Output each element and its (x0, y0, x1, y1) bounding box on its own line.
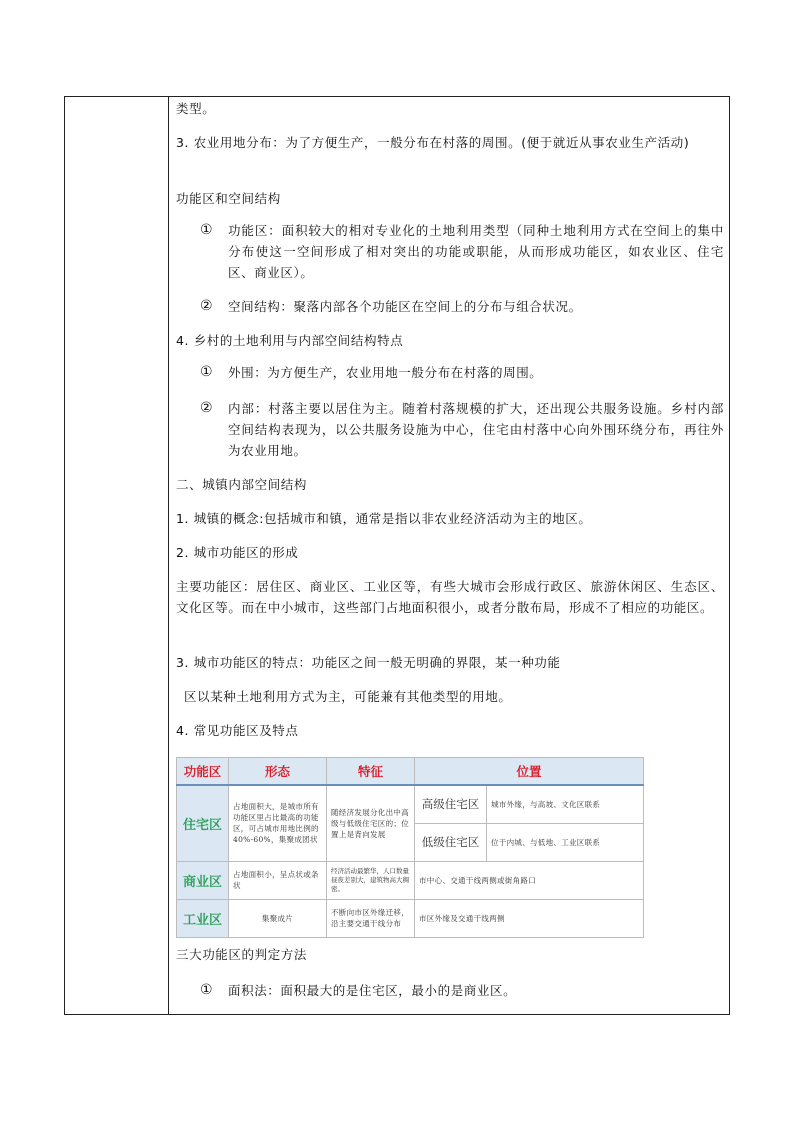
cell-low-residential-name: 低级住宅区 (415, 823, 487, 861)
circled-two-marker: ② (200, 298, 214, 314)
table-row-residential-high (177, 785, 644, 823)
list-item-text: 功能区：面积较大的相对专业化的土地利用类型（同种土地利用方式在空间上的集中分布使这一空间形成了相对突出的功能或职能，从而形成功能区，如农业区、住宅区、商业区）。 (228, 223, 724, 280)
cell-industrial-pos: 市区外缘及交通干线两侧 (415, 899, 644, 937)
list-item-periphery (200, 362, 724, 383)
function-zone-table-image (176, 757, 643, 932)
table-row-industrial (177, 899, 644, 937)
cell-high-residential-name: 高级住宅区 (415, 785, 487, 823)
circled-one-marker: ① (200, 222, 214, 238)
header-position: 位置 (415, 758, 644, 786)
list-item-function-zone (200, 220, 724, 283)
cell-commercial-feature: 经济活动最繁华，人口数量昼夜差别大，建筑物高大稠密。 (327, 861, 415, 899)
cell-commercial-pos: 市中心、交通干线两侧或街角路口 (415, 861, 644, 899)
circled-two-marker: ② (200, 400, 214, 416)
heading-urban-structure: 二、城镇内部空间结构 (176, 477, 308, 492)
circled-one-marker: ① (200, 364, 214, 380)
list-item-text: 外围：为方便生产，农业用地一般分布在村落的周围。 (228, 365, 543, 380)
table-row-commercial (177, 861, 644, 899)
circled-one-marker: ① (200, 982, 214, 998)
header-feature: 特征 (327, 758, 415, 786)
list-item-area-method (200, 980, 724, 1001)
cell-industrial-feature: 不断向市区外缘迁移，沿主要交通干线分布 (327, 899, 415, 937)
left-column (65, 97, 169, 1014)
paragraph-urban-concept: 1. 城镇的概念:包括城市和镇，通常是指以非农业经济活动为主的地区。 (176, 511, 592, 526)
list-item-spatial-structure (200, 296, 724, 317)
paragraph-type-end: 类型。 (176, 101, 216, 116)
paragraph-zone-features: 3. 城市功能区的特点：功能区之间一般无明确的界限，某一种功能 (176, 655, 561, 670)
heading-zone-formation: 2. 城市功能区的形成 (176, 545, 299, 560)
heading-function-structure: 功能区和空间结构 (176, 191, 281, 206)
list-item-text: 面积法：面积最大的是住宅区，最小的是商业区。 (228, 983, 517, 998)
row-head-industrial: 工业区 (177, 899, 229, 937)
list-item-interior (200, 398, 724, 461)
paragraph-main-zones: 主要功能区：居住区、商业区、工业区等，有些大城市会形成行政区、旅游休闲区、生态区、文化区等。而在中小城市，这些部门占地面积很小，或者分散布局，形成不了相应的功能区。 (176, 579, 724, 615)
cell-commercial-form: 占地面积小，呈点状或条状 (229, 861, 327, 899)
header-zone: 功能区 (177, 758, 229, 786)
list-item-text: 空间结构：聚落内部各个功能区在空间上的分布与组合状况。 (228, 299, 582, 314)
header-form: 形态 (229, 758, 327, 786)
paragraph-zone-features-cont: 区以某种土地利用方式为主，可能兼有其他类型的用地。 (184, 689, 512, 704)
function-zone-table (176, 757, 644, 938)
heading-rural-land-use: 4. 乡村的土地利用与内部空间结构特点 (176, 333, 404, 348)
cell-high-residential-pos: 城市外缘，与高坡、文化区联系 (487, 785, 644, 823)
cell-low-residential-pos: 位于内城、与低地、工业区联系 (487, 823, 644, 861)
cell-industrial-form: 集聚成片 (229, 899, 327, 937)
cell-residential-form: 占地面积大，是城市所有功能区里占比最高的功能区，可占城市用地比例的40%-60%，集聚成团状 (229, 785, 327, 861)
list-item-text: 内部：村落主要以居住为主。随着村落规模的扩大，还出现公共服务设施。乡村内部空间结构表现为，以公共服务设施为中心，住宅由村落中心向外围环绕分布，再往外为农业用地。 (228, 401, 724, 458)
row-head-residential: 住宅区 (177, 785, 229, 861)
table-header-row (177, 758, 644, 786)
heading-judgment-methods: 三大功能区的判定方法 (176, 947, 308, 962)
row-head-commercial: 商业区 (177, 861, 229, 899)
heading-common-zones: 4. 常见功能区及特点 (176, 723, 299, 738)
cell-residential-feature: 随经济发展分化出中高级与低级住宅区的；位置上是背向发展 (327, 785, 415, 861)
paragraph-agri-land: 3. 农业用地分布：为了方便生产，一般分布在村落的周围。(便于就近从事农业生产活动) (176, 135, 690, 150)
